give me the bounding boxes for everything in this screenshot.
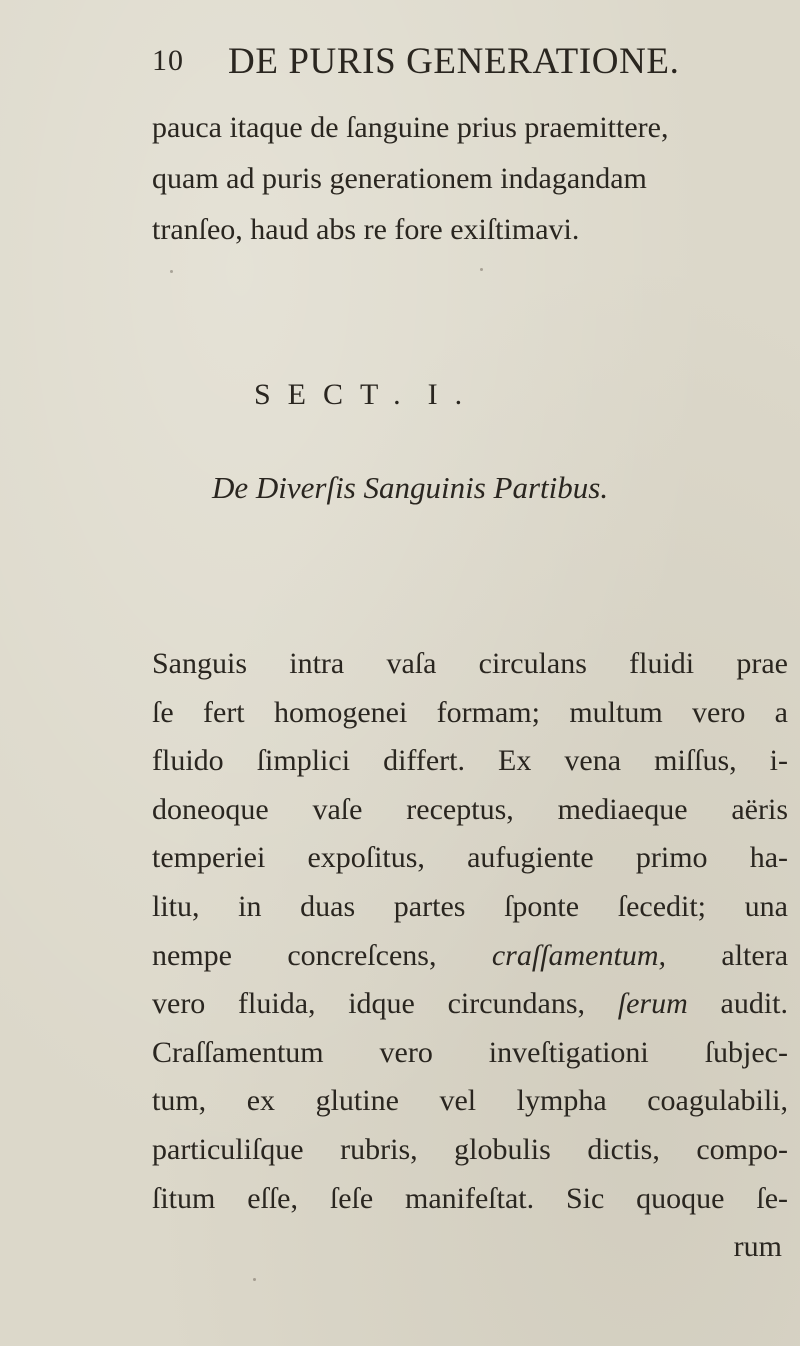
paper-speck [170,270,173,273]
paper-speck [253,1278,256,1281]
text-line: ſe fert homogenei formam; multum vero a [152,695,788,729]
section-heading [254,378,479,412]
text-line: particuliſque rubris, globulis dictis, compo- [152,1132,788,1166]
text-line: tranſeo, haud abs re fore exiſtimavi. [152,213,580,246]
text-segment: audit. [720,987,789,1021]
body-paragraph [152,640,788,1272]
italic-term-serum: ſerum [617,987,688,1021]
text-line [152,932,788,981]
text-line: temperiei expoſitus, aufugiente primo ha- [152,841,788,875]
text-line: doneoque vaſe receptus, mediaeque aëris [152,792,788,826]
intro-paragraph [152,102,792,255]
section-subtitle: De Diverſis Sanguinis Partibus. [212,470,609,505]
paper-speck [480,268,483,271]
catchword: rum [733,1230,782,1264]
text-line: Sanguis intra vaſa circulans fluidi prae [152,647,788,680]
text-segment: vero fluida, idque circundans, [152,987,586,1021]
italic-term-crassamentum: craſſamentum, [491,938,666,972]
text-line: fluido ſimplici differt. Ex vena miſſus, i- [152,744,788,778]
text-line: ſitum eſſe, ſeſe manifeſtat. Sic quoque ſe- [152,1181,788,1215]
page-number: 10 [152,44,184,77]
text-line: litu, in duas partes ſponte ſecedit; una [152,889,788,923]
section-label: SECT. [254,378,418,411]
text-line: Craſſamentum vero inveſtigationi ſubjec- [152,1035,788,1069]
text-segment: altera [721,938,789,972]
text-line: tum, ex glutine vel lympha coagulabili, [152,1084,788,1118]
text-line: pauca itaque de ſanguine prius praemittere, [152,111,669,144]
text-segment: nempe concreſcens, [152,938,437,972]
text-line: quam ad puris generationem indagandam [152,162,647,195]
running-title: DE PURIS GENERATIONE. [228,41,680,82]
section-number: I. [427,378,480,411]
text-line [152,980,788,1029]
running-head [152,40,760,90]
